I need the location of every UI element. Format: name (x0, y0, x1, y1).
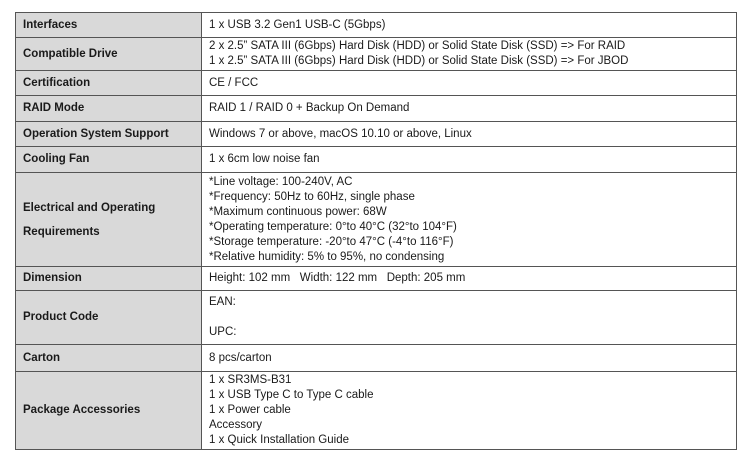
row-label-interfaces: Interfaces (16, 13, 202, 38)
value-line: *Storage temperature: -20°to 47°C (-4°to 116°F) (209, 235, 454, 248)
row-value-cooling-fan (202, 147, 737, 173)
row-label-compatible-drive: Compatible Drive (16, 38, 202, 71)
value-line: *Maximum continuous power: 68W (209, 205, 387, 218)
table-row (16, 122, 737, 147)
row-value-product-code (202, 291, 737, 345)
value-line: CE / FCC (209, 76, 259, 89)
value-line: 1 x Power cable (209, 404, 291, 416)
dimension-height: Height: 102 mm (209, 272, 291, 284)
spec-table-container (15, 12, 737, 450)
product-code-ean: EAN: (209, 296, 236, 308)
value-line: *Line voltage: 100-240V, AC (209, 175, 353, 188)
value-line: Accessory (209, 419, 263, 431)
table-row (16, 372, 737, 450)
row-label-line: Electrical and Operating (23, 201, 156, 214)
dimension-depth: Depth: 205 mm (386, 272, 466, 284)
row-label-product-code: Product Code (16, 291, 202, 345)
value-line: 2 x 2.5” SATA III (6Gbps) Hard Disk (HDD) or Solid State Disk (SSD) => For RAID (209, 40, 626, 52)
value-line: RAID 1 / RAID 0 + Backup On Demand (209, 102, 410, 114)
row-label-electrical (16, 173, 202, 267)
spec-table (15, 12, 737, 450)
value-line (209, 271, 736, 286)
row-value-os-support (202, 122, 737, 147)
row-value-electrical (202, 173, 737, 267)
row-value-compatible-drive (202, 38, 737, 71)
product-code-upc: UPC: (209, 326, 237, 338)
dimension-width: Width: 122 mm (299, 272, 378, 284)
row-label-carton: Carton (16, 345, 202, 372)
row-value-interfaces (202, 13, 737, 38)
row-value-certification (202, 71, 737, 96)
row-label-dimension: Dimension (16, 267, 202, 291)
value-line: 1 x Quick Installation Guide (209, 434, 349, 446)
row-label-package-accessories: Package Accessories (16, 372, 202, 450)
table-row (16, 267, 737, 291)
row-label-certification: Certification (16, 71, 202, 96)
table-row (16, 13, 737, 38)
value-line: *Frequency: 50Hz to 60Hz, single phase (209, 190, 415, 203)
table-row (16, 173, 737, 267)
value-line: *Operating temperature: 0°to 40°C (32°to 104°F) (209, 220, 457, 233)
row-value-dimension (202, 267, 737, 291)
value-line: 1 x 6cm low noise fan (209, 153, 320, 165)
row-label-line: Requirements (23, 225, 100, 238)
value-line: Windows 7 or above, macOS 10.10 or above, Linux (209, 127, 472, 140)
row-value-carton (202, 345, 737, 372)
table-row (16, 96, 737, 122)
table-row (16, 291, 737, 345)
table-row (16, 38, 737, 71)
value-line: *Relative humidity: 5% to 95%, no condensing (209, 250, 445, 263)
table-row (16, 345, 737, 372)
row-label-raid-mode: RAID Mode (16, 96, 202, 122)
row-value-package-accessories (202, 372, 737, 450)
table-row (16, 71, 737, 96)
table-row (16, 147, 737, 173)
row-label-cooling-fan: Cooling Fan (16, 147, 202, 173)
row-label-os-support: Operation System Support (16, 122, 202, 147)
value-line: 1 x 2.5” SATA III (6Gbps) Hard Disk (HDD) or Solid State Disk (SSD) => For JBOD (209, 55, 629, 67)
value-line: 1 x SR3MS-B31 (209, 374, 292, 386)
value-line: 1 x USB 3.2 Gen1 USB-C (5Gbps) (209, 18, 386, 31)
value-line: 8 pcs/carton (209, 351, 272, 364)
value-line: 1 x USB Type C to Type C cable (209, 389, 374, 401)
row-value-raid-mode (202, 96, 737, 122)
